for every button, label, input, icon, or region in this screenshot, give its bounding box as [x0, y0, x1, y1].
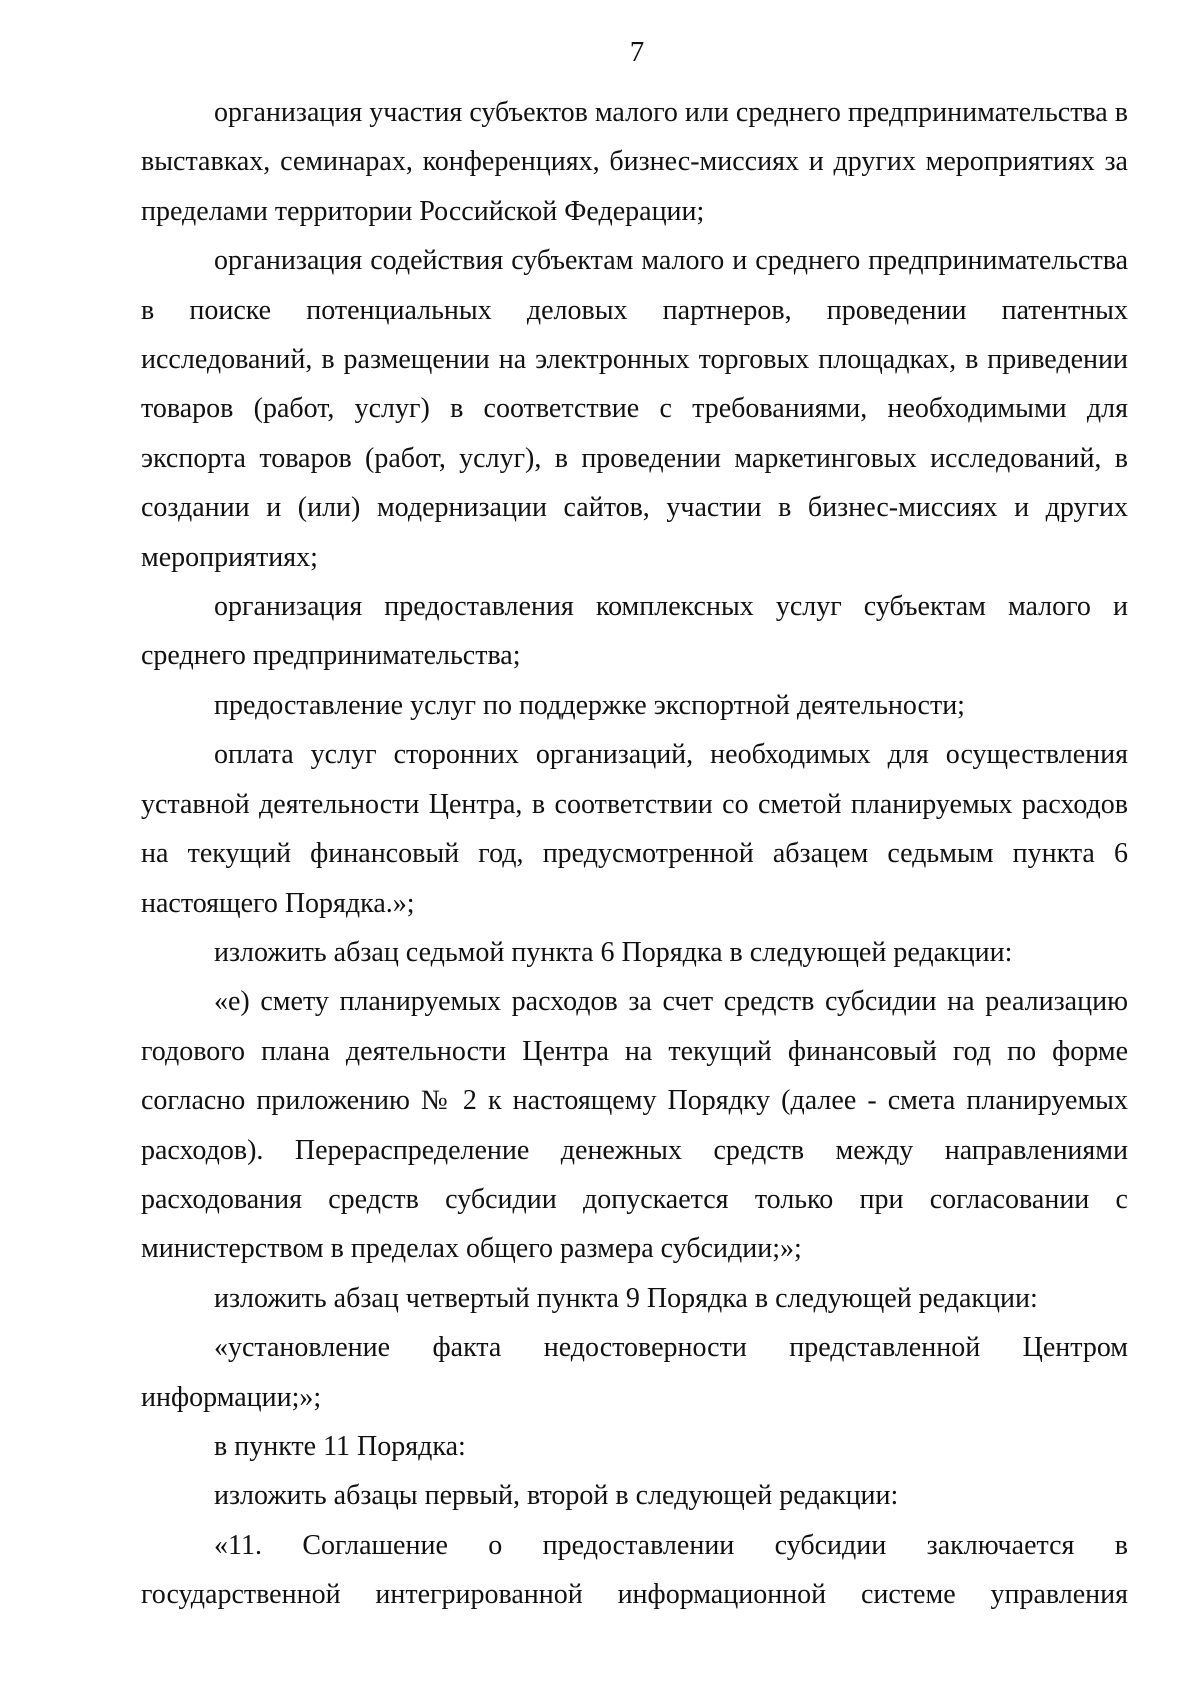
paragraph-foreign-events: организация участия субъектов малого или среднего предпринимательства в выставках, семинарах, конференциях, бизнес-миссиях и других мероприятиях за пределами территории Российской Федерации; — [141, 97, 1128, 227]
paragraph-third-party-services: оплата услуг сторонних организаций, необходимых для осуществления уставной деятельности Центра, в соответствии со сметой планируемых расходов на текущий финансовый год, предусмотренной абзацем седьмым пункта 6 настоящего Порядка.»; — [141, 739, 1128, 919]
paragraph-amend-clause-9: изложить абзац четвертый пункта 9 Порядка в следующей редакции: — [214, 1282, 1038, 1314]
paragraph-export-support: предоставление услуг по поддержке экспортной деятельности; — [214, 689, 965, 721]
paragraph-false-information: «установление факта недостоверности представленной Центром информации;»; — [141, 1332, 1128, 1413]
paragraph-amend-clause-6: изложить абзац седьмой пункта 6 Порядка в следующей редакции: — [214, 936, 1013, 968]
paragraph-agreement: «11. Соглашение о предоставлении субсидии заключается в государственной интегрированной информационной системе управления — [141, 1529, 1128, 1611]
page-number: 7 — [629, 36, 645, 68]
paragraph-expense-estimate: «е) смету планируемых расходов за счет средств субсидии на реализацию годового плана деятельности Центра на текущий финансовый год по форме согласно приложению № 2 к настоящему Порядку (далее - смета планируемых расходов). Перераспределение денежных средств между направлениями расходования средств субсидии допускается только при согласовании с министерством в пределах общего размера субсидии;»; — [141, 986, 1128, 1265]
paragraph-amend-first-second: изложить абзацы первый, второй в следующей редакции: — [214, 1480, 899, 1512]
paragraph-partner-assistance: организация содействия субъектам малого и среднего предпринимательства в поиске потенциальных деловых партнеров, проведении патентных исследований, в размещении на электронных торговых площадках, в приведении товаров (работ, услуг) в соответствие с требованиями, необходимыми для экспорта товаров (работ, услуг), в проведении маркетинговых исследований, в создании и (или) модернизации сайтов, участии в бизнес-миссиях и других мероприятиях; — [141, 245, 1128, 573]
paragraph-clause-11: в пункте 11 Порядка: — [214, 1430, 466, 1462]
document-body — [141, 88, 1128, 1620]
paragraph-complex-services: организация предоставления комплексных услуг субъектам малого и среднего предпринимательства; — [141, 591, 1128, 672]
